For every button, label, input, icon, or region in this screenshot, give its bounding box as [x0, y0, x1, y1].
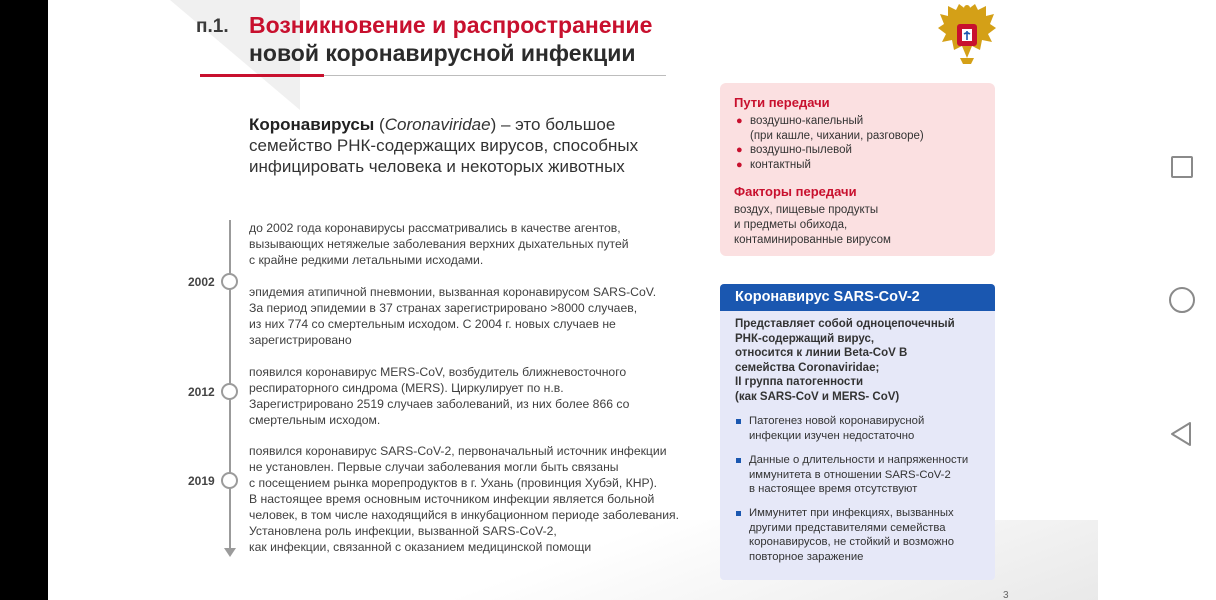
intro-term: Коронавирусы	[249, 115, 375, 134]
list-item	[736, 143, 924, 158]
timeline-dot-2019	[221, 472, 238, 489]
factors-line: воздух, пищевые продукты	[734, 204, 879, 216]
bullet-square-icon	[736, 458, 741, 463]
routes-list	[736, 114, 924, 172]
timeline-dot-2002	[221, 273, 238, 290]
timeline-line: эпидемия атипичной пневмонии, вызванная коронавирусом SARS-CoV.	[249, 285, 657, 299]
fact-line: Иммунитет при инфекциях, вызванных	[749, 507, 954, 519]
desc-line: относится к линии Beta-CoV В	[735, 347, 908, 359]
timeline-entry-2002	[249, 284, 719, 348]
timeline-arrow	[224, 548, 236, 557]
timeline-line: смертельным исходом.	[249, 413, 381, 427]
fact-line: иммунитета в отношении SARS-CoV-2	[749, 468, 951, 481]
bullet-icon: ●	[736, 158, 743, 171]
virus-fact-item	[735, 506, 985, 564]
fact-line: в настоящее время отсутствуют	[749, 483, 918, 495]
virus-fact-item	[735, 414, 985, 443]
timeline-year: 2019	[188, 474, 215, 488]
factors-text	[734, 203, 984, 248]
list-item-continuation	[736, 129, 924, 144]
intro-rest: ) – это большое семейство РНК-содержащих вирусов, способных инфицировать человека и некоторых животных	[249, 115, 639, 176]
bullet-icon: ●	[736, 115, 743, 127]
page-number: 3	[1003, 590, 1009, 600]
virus-description	[735, 317, 985, 404]
title-line-2: новой коронавирусной инфекции	[249, 40, 636, 66]
transmission-box	[720, 83, 995, 256]
timeline-line: За период эпидемии в 37 странах зарегистрировано >8000 случаев,	[249, 301, 638, 315]
timeline-year: 2012	[188, 385, 215, 399]
triangle-back-icon[interactable]	[1169, 421, 1193, 447]
timeline-line: как инфекции, связанной с оказанием медицинской помощи	[249, 540, 592, 554]
route-text: контактный	[750, 158, 811, 171]
section-number: п.1.	[196, 16, 229, 37]
fact-line: коронавирусов, не стойкий и возможно	[749, 536, 955, 548]
timeline-line: с посещением рынка морепродуктов в г. Ухань (провинция Хубэй, КНР).	[249, 476, 658, 490]
bullet-square-icon	[736, 419, 741, 424]
timeline-line: В настоящее время основным источником инфекции является больной	[249, 492, 655, 506]
timeline-line: респираторного синдрома (MERS). Циркулирует по н.в.	[249, 381, 564, 395]
list-item	[736, 114, 924, 129]
title-line-1: Возникновение и распространение	[249, 12, 653, 38]
circle-icon[interactable]	[1169, 287, 1195, 313]
timeline-line: человек, в том числе находящийся в инкубационном периоде заболевания.	[249, 508, 680, 522]
bullet-icon: ●	[736, 144, 743, 156]
timeline-entry-pre2002	[249, 220, 719, 268]
android-nav-bar	[1148, 0, 1216, 600]
factors-title: Факторы передачи	[734, 184, 857, 199]
virus-info-box	[720, 284, 995, 580]
timeline-entry-2012	[249, 364, 719, 428]
timeline-dot-2012	[221, 383, 238, 400]
timeline-line: зарегистрировано	[249, 333, 352, 347]
fact-line: Данные о длительности и напряженности	[749, 454, 969, 466]
title-underline-red	[200, 74, 324, 77]
square-icon[interactable]	[1171, 156, 1193, 178]
bullet-square-icon	[736, 511, 741, 516]
routes-title: Пути передачи	[734, 95, 830, 110]
timeline-line: не установлен. Первые случаи заболевания могли быть связаны	[249, 460, 619, 474]
fact-line: Патогенез новой коронавирусной	[749, 415, 925, 427]
route-text: воздушно-капельный	[750, 115, 864, 127]
virus-box-title: Коронавирус SARS-CoV-2	[720, 284, 995, 311]
timeline-entry-2019	[249, 443, 719, 555]
timeline-line: с крайне редкими летальными исходами.	[249, 253, 484, 267]
fact-line: другими представителями семейства	[749, 521, 946, 534]
desc-line: II группа патогенности	[735, 376, 864, 388]
route-text: (при кашле, чихании, разговоре)	[750, 129, 924, 142]
timeline-line: до 2002 года коронавирусы рассматривались в качестве агентов,	[249, 221, 621, 235]
russian-coat-of-arms-icon	[936, 2, 998, 66]
desc-line: РНК-содержащий вирус,	[735, 332, 875, 345]
virus-fact-item	[735, 453, 985, 497]
desc-line: Представляет собой одноцепочечный	[735, 318, 955, 330]
route-text: воздушно-пылевой	[750, 144, 852, 156]
intro-latin: Coronaviridae	[384, 115, 491, 134]
intro-paren: (	[374, 115, 385, 134]
desc-line: (как SARS-CoV и MERS- CoV)	[735, 390, 900, 403]
timeline-line: появился коронавирус MERS-CoV, возбудитель ближневосточного	[249, 365, 627, 379]
timeline-line: появился коронавирус SARS-CoV-2, первоначальный источник инфекции	[249, 444, 667, 458]
timeline-line: Зарегистрировано 2519 случаев заболеваний, из них более 866 со	[249, 397, 630, 411]
slide	[48, 0, 1148, 600]
fact-line: инфекции изучен недостаточно	[749, 429, 915, 442]
title-underline-grey	[324, 75, 666, 76]
timeline-line: вызывающих нетяжелые заболевания верхних дыхательных путей	[249, 237, 629, 251]
timeline-year: 2002	[188, 275, 215, 289]
desc-line: семейства Coronaviridae;	[735, 361, 880, 374]
factors-line: и предметы обихода,	[734, 219, 848, 231]
timeline-line: из них 774 со смертельным исходом. С 2004 г. новых случаев не	[249, 317, 616, 331]
timeline-line: Установлена роль инфекции, вызванной SARS-CoV-2,	[249, 524, 557, 538]
fact-line: повторное заражение	[749, 550, 864, 563]
factors-line: контаминированные вирусом	[734, 234, 891, 246]
intro-definition	[249, 114, 679, 177]
list-item	[736, 158, 924, 173]
